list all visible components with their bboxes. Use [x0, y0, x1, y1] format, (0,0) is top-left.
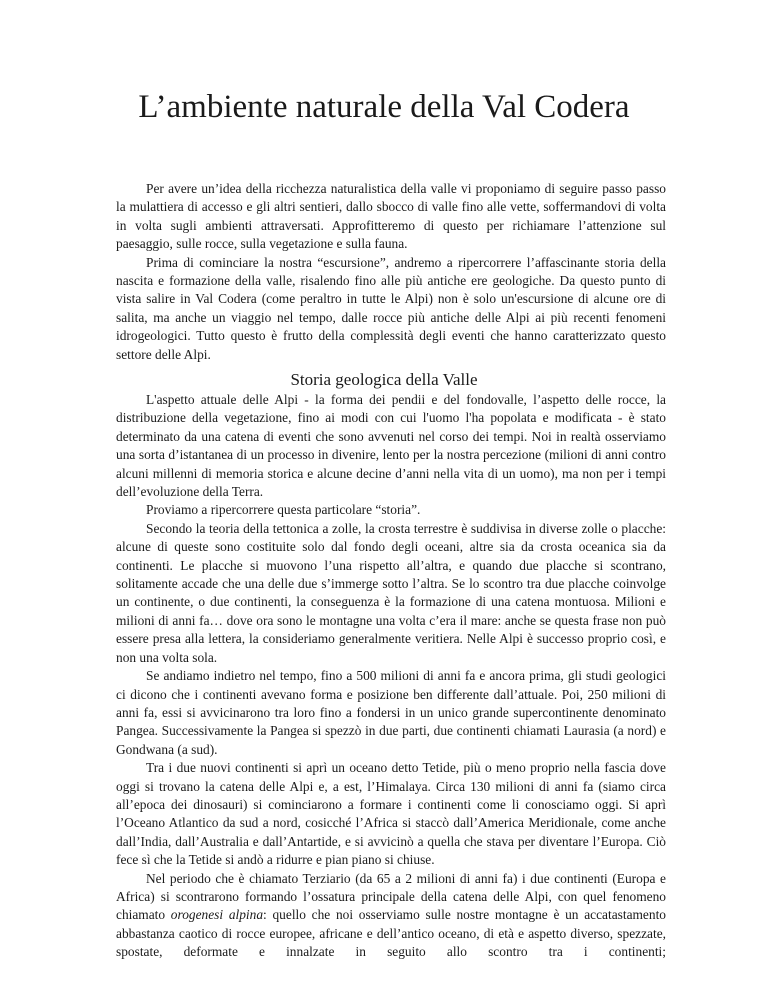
paragraph-6-text-start: Nel periodo che è chiamato Terziario (da 65 a 2 milioni di anni fa) i due continenti (Europa e Africa) si scontrarono formando l’ossatura principale della catena delle Alpi, con quel fenomeno chiamato	[116, 870, 666, 923]
intro-section	[116, 180, 666, 364]
geology-paragraph-3: Secondo la teoria della tettonica a zolle, la crosta terrestre è suddivisa in diverse zolle o placche: alcune di queste sono costituite solo dal fondo degli oceani, altre sia da crosta oceanica sia da continenti. Le placche si muovono l’una rispetto all’altra, e quando due placche si scontrano, solitamente accade che una delle due s’immerge sotto l’altra. Se lo scontro tra due placche coinvolge un continente, o due continenti, la conseguenza è la formazione di una catena montuosa. Milioni e milioni di anni fa… dove ora sono le montagne una volta c’era il mare: anche se questa frase non può essere presa alla lettera, la consideriamo generalmente veritiera. Nelle Alpi è successo proprio così, e non una volta sola.	[116, 520, 666, 665]
section-heading: Storia geologica della Valle	[290, 370, 478, 389]
orogenesi-alpina-term: orogenesi alpina	[170, 907, 264, 923]
geology-paragraph-1: L'aspetto attuale delle Alpi - la forma dei pendii e del fondovalle, l’aspetto delle rocce, la distribuzione della vegetazione, fino ai modi con cui l'uomo l'ha popolata e modificata - è stato determinato da una catena di eventi che sono avvenuti nel corso dei tempi. Noi in realtà osserviamo una sorta d’istantanea di un processo in divenire, lento per la nostra percezione (milioni di anni contro alcuni millenni di memoria storica e alcune decine d’anni nella vita di un uomo), ma non per i tempi dell’evoluzione della Terra.	[116, 392, 666, 500]
geology-section	[116, 391, 666, 962]
geology-paragraph-5: Tra i due nuovi continenti si aprì un oceano detto Tetide, più o meno proprio nella fascia dove oggi si trovano la catena delle Alpi e, a est, l’Himalaya. Circa 130 milioni di anni fa (siamo circa all’epoca dei dinosauri) si cominciarono a formare i continenti come li conosciamo oggi. Si aprì l’Oceano Atlantico da sud a nord, cosicché l’Africa si staccò dall’America Meridionale, come anche dall’India, dall’Australia e dall’Antartide, e si avvicinò a quella che stava per diventare l’Europa. Ciò fece sì che la Tetide si andò a ridurre e pian piano si chiuse.	[116, 760, 666, 868]
intro-paragraph-1: Per avere un’idea della ricchezza naturalistica della valle vi proponiamo di seguire passo passo la mulattiera di accesso e gli altri sentieri, dallo sbocco di valle fino alle vette, soffermandovi di volta in volta sugli ambienti attraversati. Approfitteremo di questo per richiamare l’attenzione sul paesaggio, sulle rocce, sulla vegetazione e sulla fauna.	[116, 181, 666, 252]
geology-paragraph-6	[116, 870, 666, 962]
page-title: L’ambiente naturale della Val Codera	[138, 89, 630, 125]
paragraph-6-text-end: : quello che noi osserviamo sulle nostre montagne è un accatastamento abbastanza caotico di rocce europee, africane e dell’antico oceano, di età e aspetto diverso, spezzate, spostate, deformate e innalzate in seguito allo scontro tra i continenti;	[116, 907, 666, 960]
geology-paragraph-4: Se andiamo indietro nel tempo, fino a 500 milioni di anni fa e ancora prima, gli studi geologici ci dicono che i continenti avevano forma e posizione ben differente dall’attuale. Poi, 250 milioni di anni fa, essi si avvicinarono tra loro fino a fondersi in un unico grande supercontinente denominato Pangea. Successivamente la Pangea si spezzò in due parti, due continenti chiamati Laurasia (a nord) e Gondwana (a sud).	[116, 668, 666, 757]
intro-paragraph-2: Prima di cominciare la nostra “escursione”, andremo a ripercorrere l’affascinante storia della nascita e formazione della valle, risalendo fino alle più antiche ere geologiche. Da questo punto di vista salire in Val Codera (come peraltro in tutte le Alpi) non è solo un'escursione di alcune ore di salita, ma anche un viaggio nel tempo, dalle rocce più antiche delle Alpi ai più recenti fenomeni idrogeologici. Tutto questo è frutto della complessità degli eventi che hanno caratterizzato questo settore delle Alpi.	[116, 254, 666, 362]
geology-paragraph-2: Proviamo a ripercorrere questa particolare “storia”.	[146, 502, 421, 518]
